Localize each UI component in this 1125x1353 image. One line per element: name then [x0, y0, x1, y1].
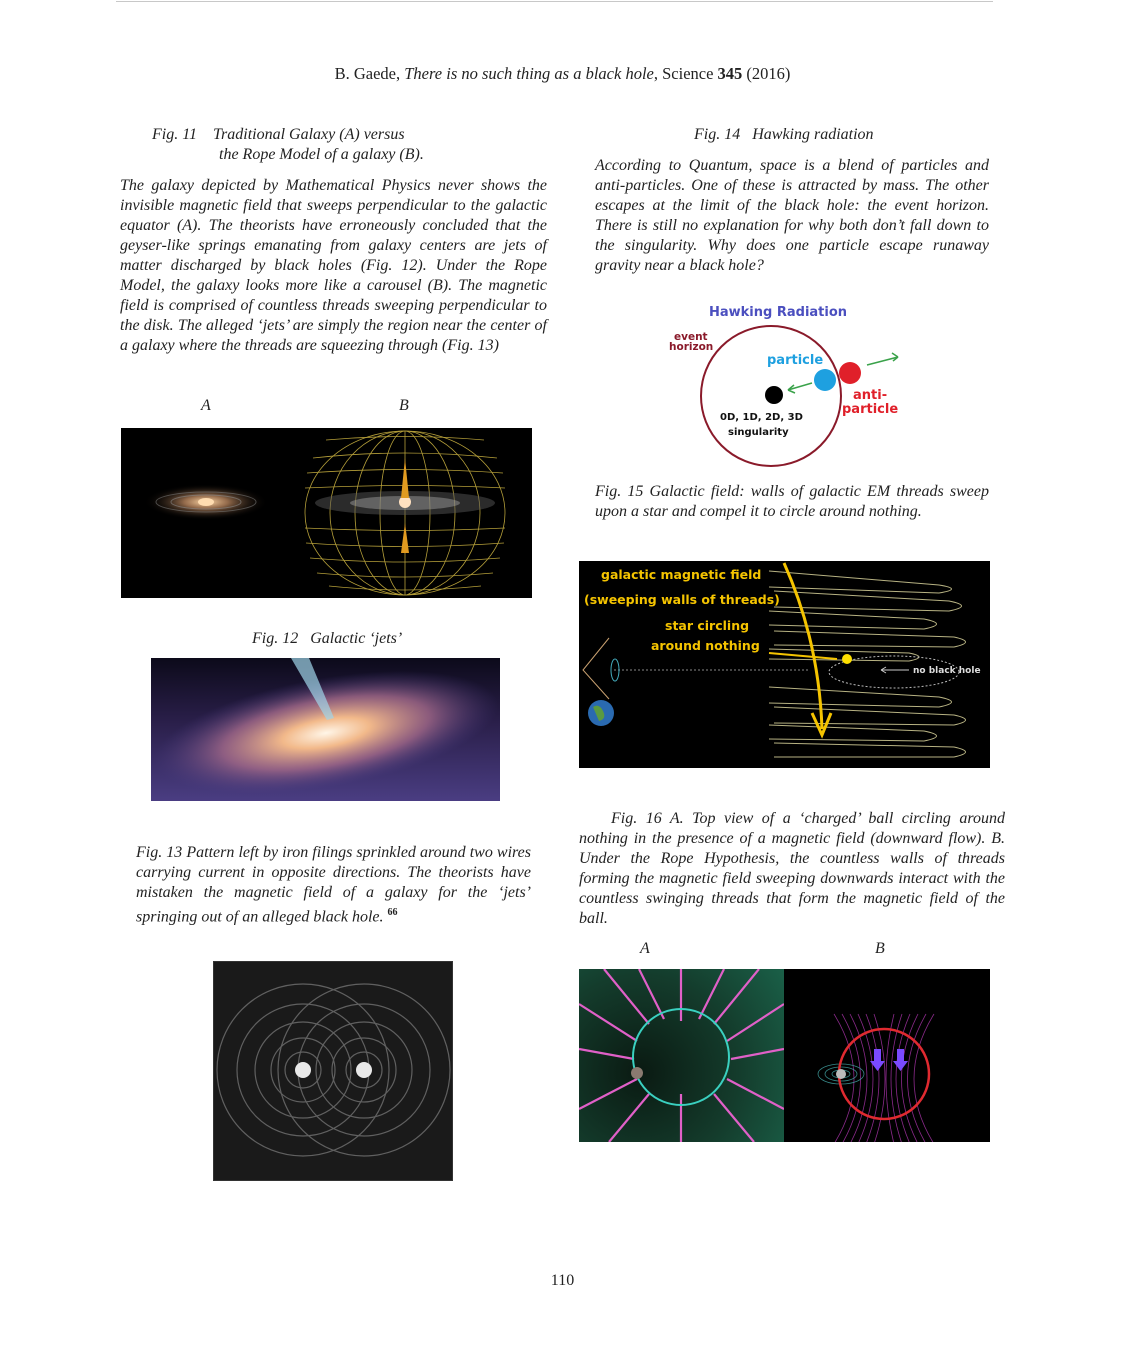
anti-label: anti-: [853, 388, 888, 403]
header-volume: 345: [717, 64, 743, 83]
hawking-diagram: [660, 298, 920, 468]
star: [842, 654, 852, 664]
fig11-caption-line2: the Rope Model of a galaxy (B).: [219, 146, 424, 163]
page-top-border: [116, 1, 993, 2]
sweeping-walls-label: (sweeping walls of threads): [584, 592, 780, 607]
fig11-illustration: [121, 428, 532, 598]
hawking-title: Hawking Radiation: [709, 305, 848, 320]
right-body-paragraph: According to Quantum, space is a blend of particles and anti-particles. One of these is attracted by mass. The other escapes at the limit of the black hole: the event horizon. There is still no explanation for why both don’t fall down to the singularity. Why does one particle escape runaway gravity near a black hole?: [595, 157, 989, 274]
anti-particle-dot: [839, 362, 861, 384]
fig16b-rope-hypothesis-image: [784, 969, 990, 1142]
fig13-caption-text: Fig. 13 Pattern left by iron filings sprinkled around two wires carrying current in opposite directions. The theorists have mistaken the magnetic field of a galaxy for the ‘jets’ springing out of an alleged black hole.: [136, 844, 531, 926]
anti-particle-label: particle: [842, 402, 899, 417]
magnetic-walls: [834, 1014, 934, 1142]
fig13-illustration: [214, 962, 453, 1181]
fig16a-illustration: [579, 969, 784, 1142]
header-year: (2016): [746, 64, 791, 83]
event-label: event: [674, 331, 708, 343]
fig11-label-b: B: [399, 397, 409, 414]
particle-dot: [814, 369, 836, 391]
fig16-caption: Fig. 16 A. Top view of a ‘charged’ ball circling around nothing in the presence of a magnetic field (downward flow). B. Under the Rope Hypothesis, the countless walls of threads forming the magnetic field sweeping downwards interact with the countless swinging threads that form the magnetic field of the ball.: [579, 810, 1005, 927]
thread-walls-top: [769, 571, 966, 661]
orbit-circle: [633, 1009, 729, 1105]
fig12-caption: Fig. 12 Galactic ‘jets’: [252, 630, 403, 647]
star-circling-label: star circling: [665, 618, 750, 633]
galactic-field-diagram: [579, 561, 990, 768]
fig15-caption: Fig. 15 Galactic field: walls of galactic EM threads sweep upon a star and compel it to circle around nothing.: [595, 483, 989, 520]
fig12-illustration: [151, 658, 500, 801]
fig13-footnote-ref: 66: [387, 907, 398, 918]
thread-walls-bottom: [769, 687, 966, 757]
fig14-hawking-diagram: [660, 298, 920, 468]
fig16-label-b: B: [875, 940, 885, 957]
singularity-label: singularity: [728, 427, 789, 438]
horizon-label: horizon: [669, 341, 714, 353]
ball-circle: [839, 1029, 929, 1119]
jet-bottom: [401, 523, 409, 553]
galactic-field-label: galactic magnetic field: [601, 567, 762, 582]
fig11-caption-line1: Fig. 11 Traditional Galaxy (A) versus: [152, 126, 405, 143]
fig15-galactic-field-image: [579, 561, 990, 768]
particle-label: particle: [767, 353, 824, 368]
fig12-galactic-jets-image: [151, 658, 500, 801]
fig16b-illustration: [784, 969, 990, 1142]
field-loops: [217, 984, 450, 1156]
running-header: [0, 64, 1125, 84]
charged-ball: [631, 1067, 643, 1079]
jet-top: [401, 458, 409, 498]
header-author: B. Gaede,: [334, 64, 401, 83]
fig16-label-a: A: [640, 940, 650, 957]
fig14-caption: Fig. 14 Hawking radiation: [694, 126, 874, 143]
eye-icon: [583, 638, 609, 699]
around-nothing-label: around nothing: [651, 638, 760, 653]
page-number: 110: [550, 1272, 575, 1289]
fig11-label-a: A: [201, 397, 211, 414]
field-arrows: [579, 969, 784, 1142]
header-journal: , Science: [653, 64, 714, 83]
wire-right: [356, 1062, 372, 1078]
no-black-hole-label: no black hole: [913, 666, 981, 676]
fig16a-charged-ball-image: [579, 969, 784, 1142]
fig13-iron-filings-image: [213, 961, 453, 1181]
charged-ball: [836, 1069, 846, 1079]
down-arrow-right: [893, 1049, 908, 1071]
left-body-paragraph: The galaxy depicted by Mathematical Physics never shows the invisible magnetic field that sweeps perpendicular to the galactic equator (A). The theorists have erroneously concluded that the geyser-like springs emanating from galaxy centers are jets of matter discharged by black holes (Fig. 12). Under the Rope Model, the galaxy looks more like a carousel (B). The magnetic field is comprised of countless threads sweeping perpendicular to the disk. The alleged ‘jets’ are simply the region near the center of a galaxy where the threads are squeezing through (Fig. 13): [120, 177, 547, 354]
fig11-galaxy-image: [121, 428, 532, 598]
pointer-arrow: [769, 653, 837, 659]
fig13-caption: [136, 843, 531, 927]
header-title: There is no such thing as a black hole: [404, 64, 654, 83]
wire-left: [295, 1062, 311, 1078]
dimensions-label: 0D, 1D, 2D, 3D: [720, 412, 803, 423]
singularity-dot: [765, 386, 783, 404]
galaxy-disk: [151, 658, 500, 801]
